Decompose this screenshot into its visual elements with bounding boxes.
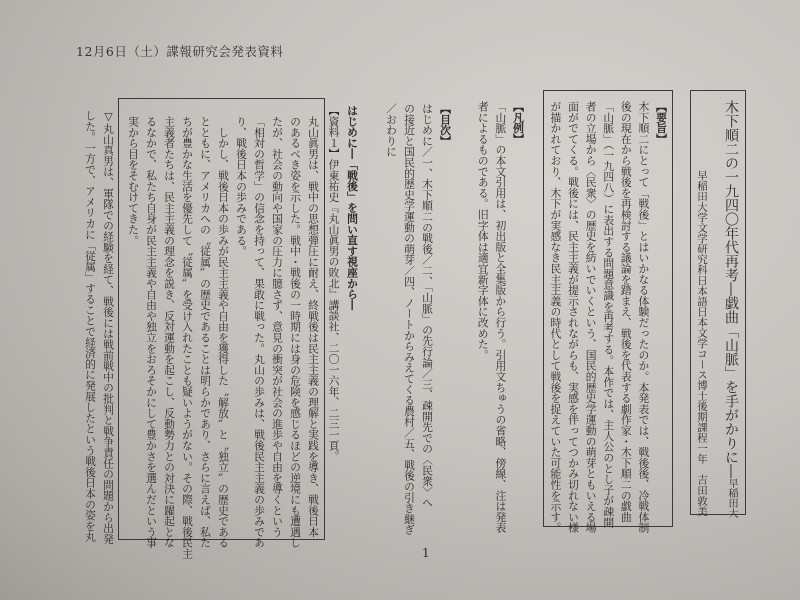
abstract-line: 木下順二にとって「戦後」とはいかなる体験だったのか。本発表では、戦後後、冷戦体制 bbox=[637, 101, 651, 533]
table-of-contents bbox=[382, 103, 454, 535]
quote-line: 丸山眞男は、戦中の思想弾圧に耐え、終戦後は民主主義の理解と実践を導き、戦後日本 bbox=[307, 116, 320, 538]
commentary-line: した。一方で、アメリカに「従属」することで経済的に発展したという戦後日本の姿を丸 bbox=[84, 110, 97, 542]
abstract-heading: 【要旨】 bbox=[655, 101, 668, 145]
document-header: 12月6日（土）諜報研究会発表資料 bbox=[76, 44, 284, 59]
abstract-line: 後の現在から戦後を再検討する議論を踏まえ、戦後を代表する劇作家・木下順二の戯曲 bbox=[619, 101, 633, 523]
title-main: 木下順二の一九四〇年代再考―戯曲「山脈」を手がかりに― bbox=[723, 100, 739, 478]
title-text bbox=[720, 100, 742, 518]
abstract-line: 者の立場から〈民衆〉の歴史を紡いでいくという、国民的歴史学運動の萌芽ともいえる場 bbox=[584, 101, 598, 533]
notes-heading: 【凡例】 bbox=[512, 101, 525, 145]
document-title bbox=[720, 100, 742, 518]
source-citation: 【資料１】伊東祐史『丸山眞男の敗北』講談社、二〇一六年、二三一頁。 bbox=[327, 105, 341, 462]
author-line bbox=[695, 170, 709, 517]
abstract-line: 面がでてくる。戦後には、民主主義が提示されながらも、実感を伴ってつかみ切れない様 bbox=[567, 101, 581, 533]
quote-line: ちが豊かな生活を優先して〝従属〟を受け入れたことも疑いようがない。その際、戦後民主 bbox=[181, 116, 194, 559]
notes-line: 者によるものである。旧字体は適宜新字体に改めた。 bbox=[476, 101, 490, 361]
quoted-material bbox=[124, 116, 322, 559]
quote-line: るなかで、私たち自身が民主主義や自由や独立をおろそかにして豊かさを選んだという事 bbox=[145, 116, 158, 548]
abstract-section bbox=[547, 101, 670, 533]
quote-line: たが、社会の動向や国家の圧力に臆さず、意見の衝突が社会の進歩や自由を導くという bbox=[271, 116, 284, 538]
contents-heading: 【目次】 bbox=[439, 103, 452, 147]
notes-line: 「山脈」の本文引用は、初出版と全集版から行う。引用文ちゅうの省略、傍線、注は発表 bbox=[494, 101, 508, 533]
abstract-line: が描かれており、木下が実感なき民主主義の時代として戦後を捉えていた可能性を示す。 bbox=[549, 101, 563, 533]
quote-line: のあるべき姿を示した。戦中・戦後の一時期には身の危険を感じるほどの逆境にも遭遇し bbox=[289, 116, 302, 548]
title-affiliation-tail: 早稲田大 bbox=[726, 478, 737, 518]
contents-line: はじめに／一、木下順二の戦後／二、「山脈」の先行論／三、疎開先での〈民衆〉へ bbox=[421, 103, 434, 508]
quote-line: しかし、戦後日本の歩みが民主主義や自由を獲得した〝解放〟と〝独立〟の歴史である bbox=[217, 116, 230, 548]
commentary bbox=[81, 110, 117, 544]
quote-line: 主義者たちは、民主主義の理念を説き、反対運動を起こし、反動勢力との対決に躍起とな bbox=[163, 116, 176, 548]
quote-line: り、戦後日本の歩みである。 bbox=[235, 116, 248, 257]
notes-section bbox=[474, 101, 527, 533]
intro-heading: はじめに―「戦後」を問い直す視座から― bbox=[346, 105, 359, 311]
quote-line: 「相対の哲学」の信念を持って、果敢に戦った。丸山の歩みは、戦後民主主義の歩みであ bbox=[253, 116, 266, 548]
contents-line: ／おわりに bbox=[385, 103, 398, 157]
quote-line: とともに、アメリカへの〝従属〟の歴史であることは明らかであり、さらに言えば、私た bbox=[199, 116, 212, 548]
intro-section bbox=[324, 105, 361, 461]
commentary-line: ▽丸山真男は、軍隊での経験を経て、戦後には戦前戦中の批判と戦争責任の問題から出発 bbox=[102, 110, 115, 545]
subtitle-text: 早稲田大学文学研究科日本語日本文学コース博士後期課程一年 吉田敦美 bbox=[696, 170, 708, 517]
contents-line: の接近と国民的歴史学運動の萌芽／四、ノートからみえてくる農村／五、戦後の引き継ぎ bbox=[403, 103, 416, 535]
abstract-line: 「山脈」（一九四八）に表出する問題意識を再考する。本作では、主人公のとし子が疎開 bbox=[602, 101, 616, 528]
page-number: 1 bbox=[422, 546, 430, 560]
quote-line: 実から目をそむけてきた。 bbox=[127, 116, 140, 246]
